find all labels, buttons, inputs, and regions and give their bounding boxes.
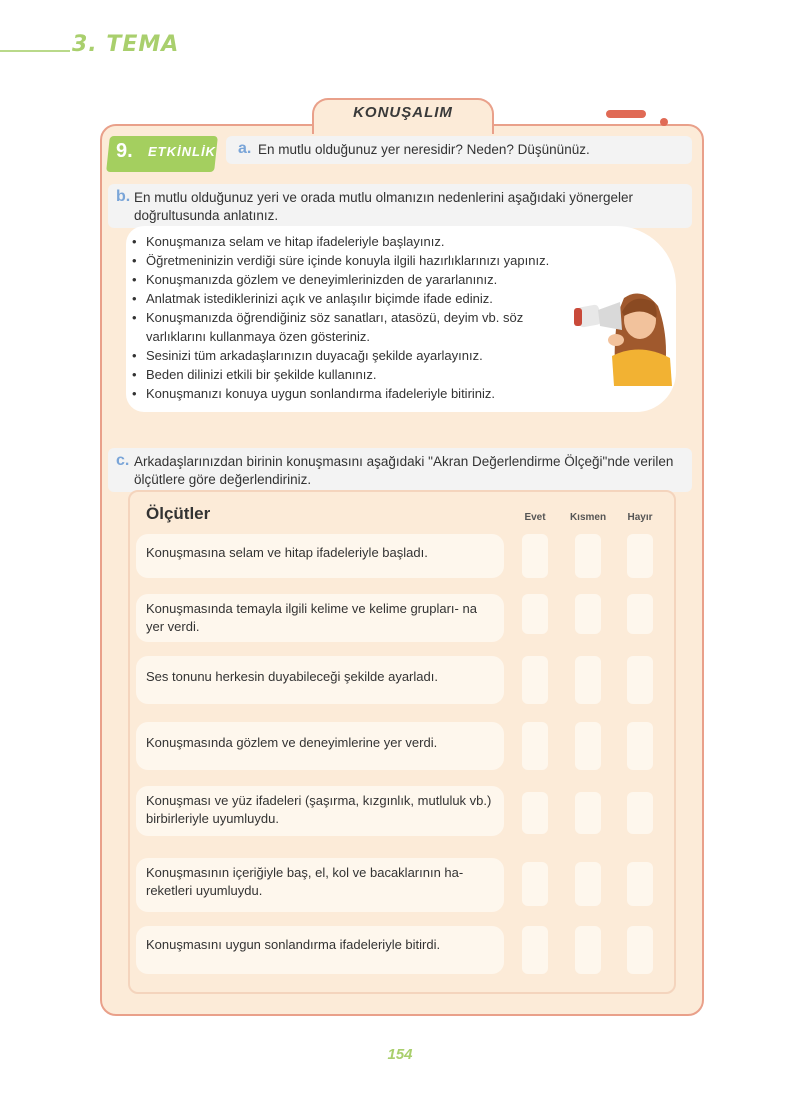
hayir-checkbox[interactable] (627, 792, 653, 834)
evet-checkbox[interactable] (522, 656, 548, 704)
evet-checkbox[interactable] (522, 722, 548, 770)
activity-label: ETKİNLİK (148, 144, 216, 159)
evet-checkbox[interactable] (522, 594, 548, 634)
list-item: • Beden dilinizi etkili bir şekilde kullanınız. (130, 365, 570, 384)
evet-checkbox[interactable] (522, 926, 548, 974)
criterion-text: Konuşması ve yüz ifadeleri (şaşırma, kızgınlık, mutluluk vb.) birbirleriyle uyumluydu. (146, 793, 492, 826)
question-b-text: En mutlu olduğunuz yeri ve orada mutlu olmanızın nedenlerini aşağıdaki yönergeler doğrultusunda anlatınız. (134, 190, 634, 223)
hayir-checkbox[interactable] (627, 594, 653, 634)
instructions-list (130, 232, 570, 403)
hayir-checkbox[interactable] (627, 722, 653, 770)
hayir-checkbox[interactable] (627, 926, 653, 974)
hayir-checkbox[interactable] (627, 862, 653, 906)
section-title: KONUŞALIM (353, 104, 453, 121)
criterion-text: Konuşmasını uygun sonlandırma ifadeleriyle bitirdi. (146, 937, 441, 952)
kismen-checkbox[interactable] (575, 534, 601, 578)
theme-divider (0, 50, 70, 52)
evet-checkbox[interactable] (522, 534, 548, 578)
dot-decoration-icon (660, 118, 668, 126)
evet-checkbox[interactable] (522, 792, 548, 834)
list-item: • Sesinizi tüm arkadaşlarınızın duyacağı şekilde ayarlayınız. (130, 346, 570, 365)
criterion-text: Konuşmasına selam ve hitap ifadeleriyle başladı. (146, 545, 428, 560)
criteria-heading: Ölçütler (146, 504, 211, 523)
list-item: • Öğretmeninizin verdiği süre içinde konuyla ilgili hazırlıklarınızı yapınız. (130, 251, 570, 270)
hayir-checkbox[interactable] (627, 534, 653, 578)
column-header-evet: Evet (524, 512, 546, 523)
page-number: 154 (387, 1046, 413, 1063)
question-a-text: En mutlu olduğunuz yer neresidir? Neden? Düşününüz. (258, 142, 590, 157)
question-c-letter: c. (116, 452, 130, 469)
girl-megaphone-illustration (572, 278, 676, 386)
criterion-text: Konuşmasında temayla ilgili kelime ve kelime grupları- na yer verdi. (146, 601, 477, 634)
pencil-decoration-icon (606, 110, 646, 118)
activity-number: 9. (116, 140, 133, 162)
kismen-checkbox[interactable] (575, 594, 601, 634)
criterion-text: Ses tonunu herkesin duyabileceği şekilde ayarladı. (146, 669, 438, 684)
kismen-checkbox[interactable] (575, 862, 601, 906)
list-item: • Anlatmak istediklerinizi açık ve anlaşılır biçimde ifade ediniz. (130, 289, 570, 308)
kismen-checkbox[interactable] (575, 926, 601, 974)
question-a-letter: a. (238, 140, 252, 157)
column-header-hayir: Hayır (627, 512, 653, 523)
criterion-text: Konuşmasında gözlem ve deneyimlerine yer verdi. (146, 735, 438, 750)
theme-title: 3. TEMA (72, 32, 180, 57)
criterion-text: Konuşmasının içeriğiyle baş, el, kol ve bacaklarının ha- reketleri uyumluydu. (146, 865, 464, 898)
list-item: • Konuşmanıza selam ve hitap ifadeleriyle başlayınız. (130, 232, 570, 251)
column-header-kismen: Kısmen (569, 512, 607, 523)
list-item: • Konuşmanızda öğrendiğiniz söz sanatları, atasözü, deyim vb. söz varlıklarını kullanmaya özen gösteriniz. (130, 308, 570, 346)
question-b-letter: b. (116, 188, 131, 205)
kismen-checkbox[interactable] (575, 722, 601, 770)
kismen-checkbox[interactable] (575, 792, 601, 834)
evet-checkbox[interactable] (522, 862, 548, 906)
question-c-text: Arkadaşlarınızdan birinin konuşmasını aşağıdaki "Akran Değerlendirme Ölçeği"nde verilen ölçütlere göre değerlendiriniz. (134, 454, 674, 487)
hayir-checkbox[interactable] (627, 656, 653, 704)
list-item: • Konuşmanızda gözlem ve deneyimlerinizden de yararlanınız. (130, 270, 570, 289)
kismen-checkbox[interactable] (575, 656, 601, 704)
list-item: • Konuşmanızı konuya uygun sonlandırma ifadeleriyle bitiriniz. (130, 384, 570, 403)
